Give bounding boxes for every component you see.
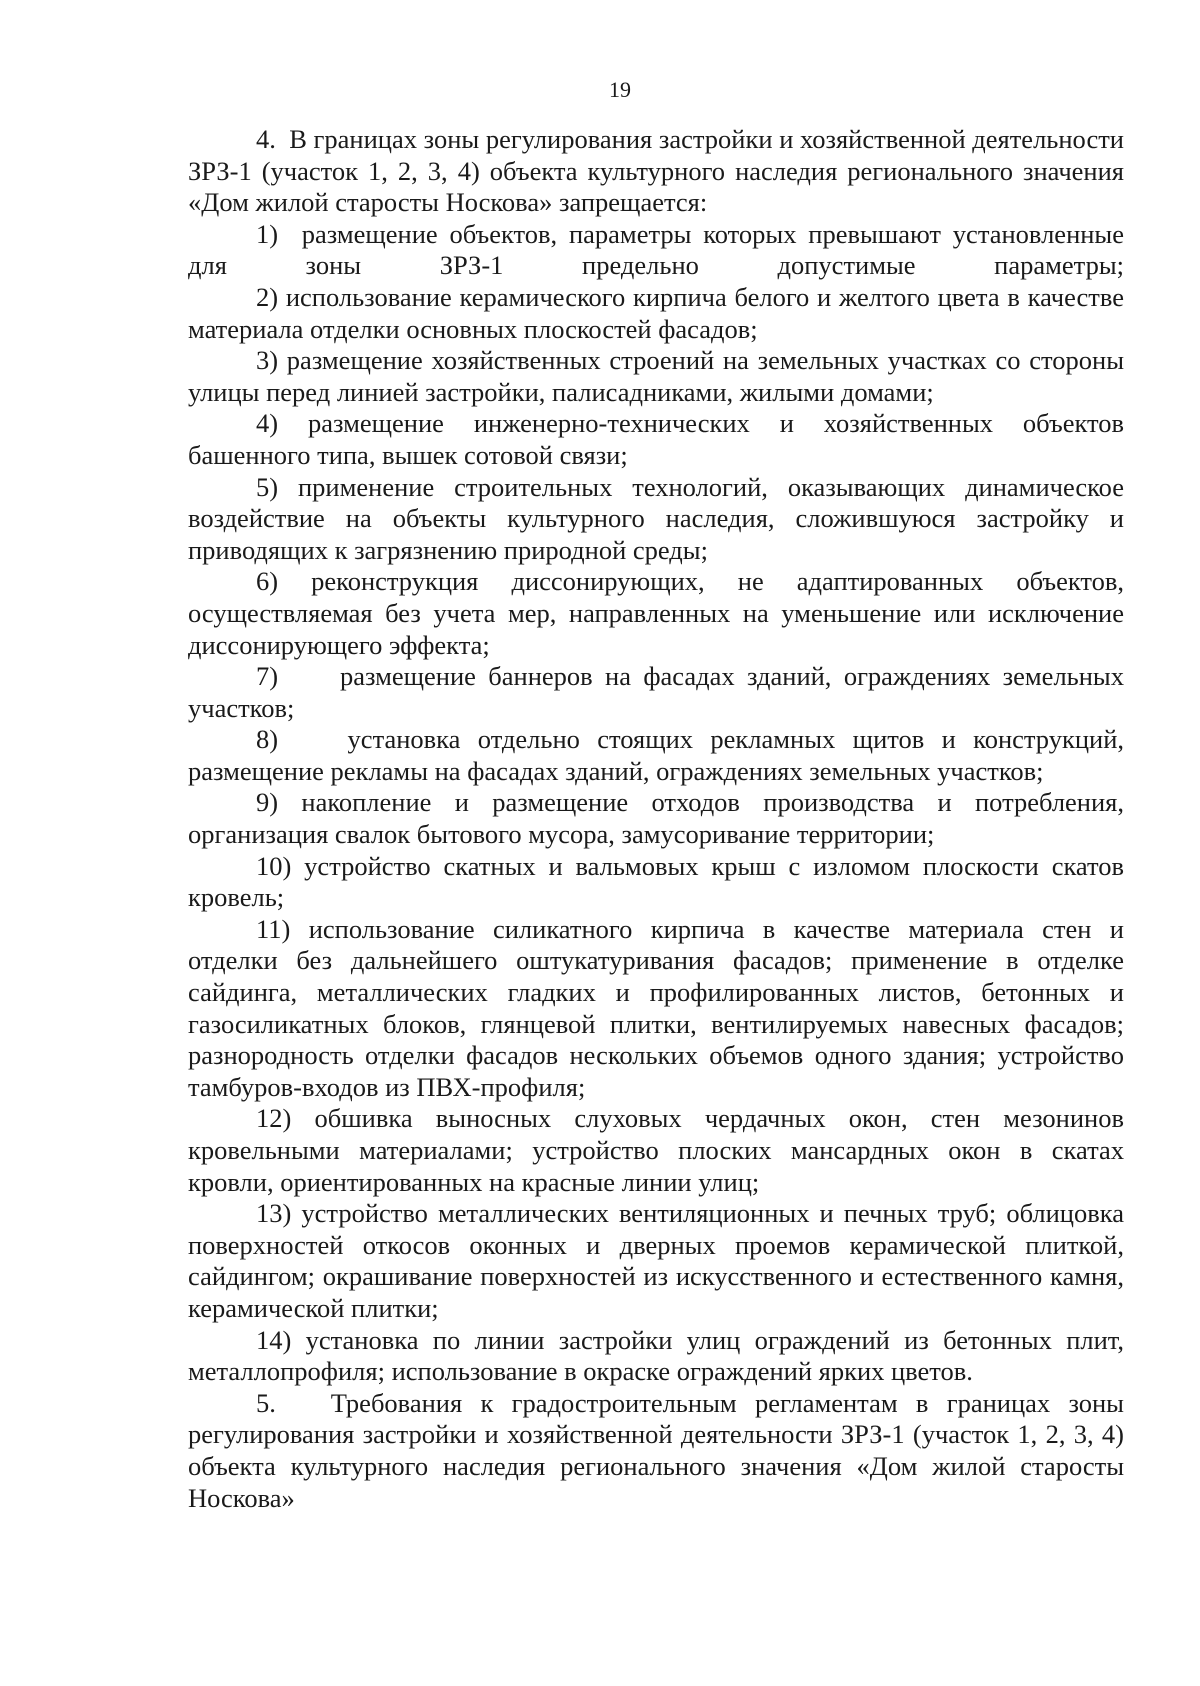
list-item-7: 7) размещение баннеров на фасадах зданий, ограждениях земельных участков; [188,661,1124,723]
list-item-12: 12) обшивка выносных слуховых чердачных окон, стен мезонинов кровельными материалами; устройство плоских мансардных окон в скатах кровли, ориентированных на красные линии улиц; [188,1103,1124,1197]
list-item-6: 6) реконструкция диссонирующих, не адаптированных объектов, осуществляемая без учета мер, направленных на уменьшение или исключение диссонирующего эффекта; [188,566,1124,660]
page-number: 19 [609,77,631,102]
list-item-1: 1) размещение объектов, параметры которых превышают установленные для зоны ЗРЗ-1 предельно допустимые параметры; [188,218,1124,281]
list-item-13: 13) устройство металлических вентиляционных и печных труб; облицовка поверхностей откосов оконных и дверных проемов керамической плиткой, сайдингом; окрашивание поверхностей из искусственного и естественного камня, керамической плитки; [188,1198,1124,1323]
list-item-10: 10) устройство скатных и вальмовых крыш с изломом плоскости скатов кровель; [188,850,1124,913]
list-item-4: 4) размещение инженерно-технических и хозяйственных объектов башенного типа, вышек сотовой связи; [188,408,1124,470]
list-item-8: 8) установка отдельно стоящих рекламных щитов и конструкций, размещение рекламы на фасадах зданий, ограждениях земельных участков; [188,724,1124,786]
list-item-11: 11) использование силикатного кирпича в качестве материала стен и отделки без дальнейшего оштукатуривания фасадов; применение в отделке сайдинга, металлических гладких и профилированных листов, бетонных и газосиликатных блоков, глянцевой плитки, вентилируемых навесных фасадов; разнородность отделки фасадов нескольких объемов одного здания; устройство тамбуров-входов из ПВХ-профиля; [188,913,1124,1102]
paragraph-item-4-intro: 4. В границах зоны регулирования застройки и хозяйственной деятельности ЗРЗ-1 (участок 1, 2, 3, 4) объекта культурного наследия регионального значения «Дом жилой старосты Носкова» запрещается: [188,124,1124,218]
list-item-3: 3) размещение хозяйственных строений на земельных участках со стороны улицы перед линией застройки, палисадниками, жилыми домами; [188,345,1124,407]
list-item-2: 2) использование керамического кирпича белого и желтого цвета в качестве материала отделки основных плоскостей фасадов; [188,281,1124,344]
list-item-14: 14) установка по линии застройки улиц ограждений из бетонных плит, металлопрофиля; использование в окраске ограждений ярких цветов. [188,1324,1124,1387]
list-item-9: 9) накопление и размещение отходов производства и потребления, организация свалок бытового мусора, замусоривание территории; [188,787,1124,850]
list-item-5: 5) применение строительных технологий, оказывающих динамическое воздействие на объекты культурного наследия, сложившуюся застройку и приводящих к загрязнению природной среды; [188,471,1124,565]
document-body [188,124,1124,1514]
paragraph-item-5: 5. Требования к градостроительным регламентам в границах зоны регулирования застройки и хозяйственной деятельности ЗРЗ-1 (участок 1, 2, 3, 4) объекта культурного наследия регионального значения «Дом жилой старосты Носкова» [188,1387,1124,1513]
